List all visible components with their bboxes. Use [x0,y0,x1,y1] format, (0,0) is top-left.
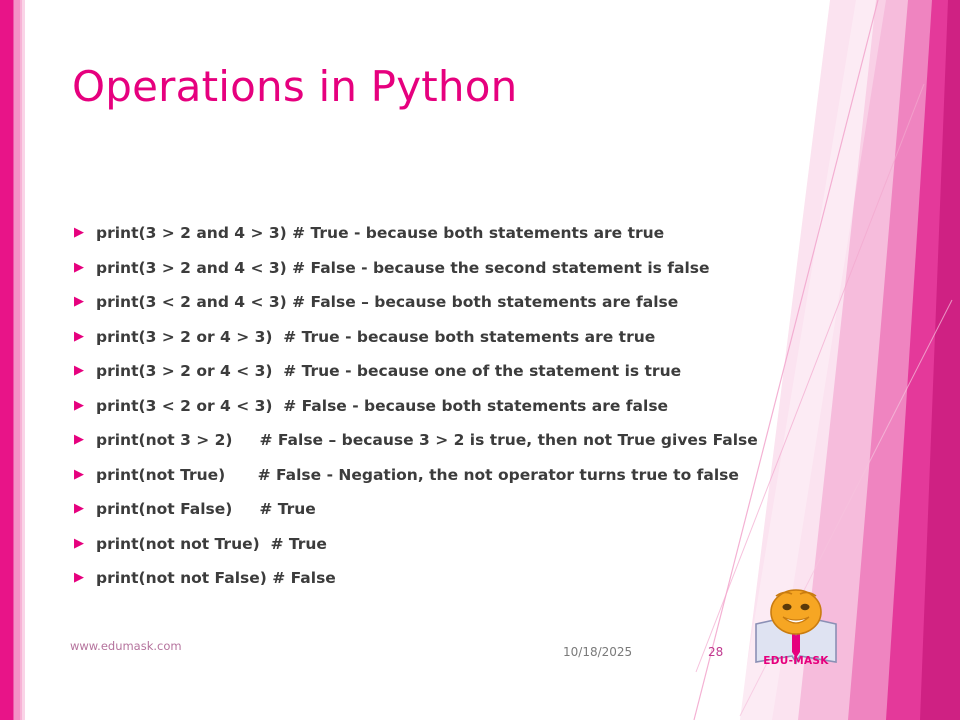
list-item [70,326,840,348]
left-band-stripe-3 [20,0,25,720]
left-decorative-band [0,0,26,720]
list-item-text: print(3 > 2 and 4 < 3) # False - because the second statement is false [96,258,710,277]
list-item-text: print(3 < 2 or 4 < 3) # False - because both statements are false [96,396,669,415]
list-item-text: print(3 > 2 and 4 > 3) # True - because both statements are true [96,224,665,242]
list-item-text: print(not 3 > 2) # False – because 3 > 2 is true, then not True gives False [96,431,758,449]
footer-website-link[interactable]: www.edumask.com [70,639,182,653]
footer-page-number: 28 [708,645,724,659]
list-item-text: print(not False) # True [96,500,316,518]
triangle-bullet-icon: ▶ [74,432,84,447]
bullet-list [70,222,840,602]
triangle-bullet-icon: ▶ [74,535,84,551]
page-title: Operations in Python [72,62,518,111]
triangle-bullet-icon: ▶ [74,363,84,378]
triangle-bullet-icon: ▶ [74,466,84,482]
list-item [70,222,840,244]
list-item [70,291,840,313]
list-item-text: print(3 > 2 or 4 < 3) # True - because one of the statement is true [96,362,682,380]
triangle-bullet-icon: ▶ [74,328,84,344]
list-item [70,533,840,555]
triangle-bullet-icon: ▶ [74,570,84,585]
triangle-bullet-icon: ▶ [74,259,84,275]
list-item-text: print(3 < 2 and 4 < 3) # False – because both statements are false [96,293,679,311]
list-item [70,464,840,486]
triangle-bullet-icon: ▶ [74,397,84,413]
list-item [70,567,840,589]
list-item [70,360,840,382]
list-item [70,429,840,451]
triangle-bullet-icon: ▶ [74,225,84,240]
list-item [70,257,840,279]
list-item [70,498,840,520]
list-item-text: print(not not True) # True [96,534,327,553]
triangle-bullet-icon: ▶ [74,294,84,309]
list-item [70,395,840,417]
logo-caption: EDU-MASK [763,655,829,667]
left-band-stripe-1 [0,0,14,720]
list-item-text: print(not not False) # False [96,569,336,587]
triangle-bullet-icon: ▶ [74,501,84,516]
list-item-text: print(not True) # False - Negation, the not operator turns true to false [96,465,739,484]
list-item-text: print(3 > 2 or 4 > 3) # True - because both statements are true [96,327,656,346]
footer-date: 10/18/2025 [563,645,633,659]
